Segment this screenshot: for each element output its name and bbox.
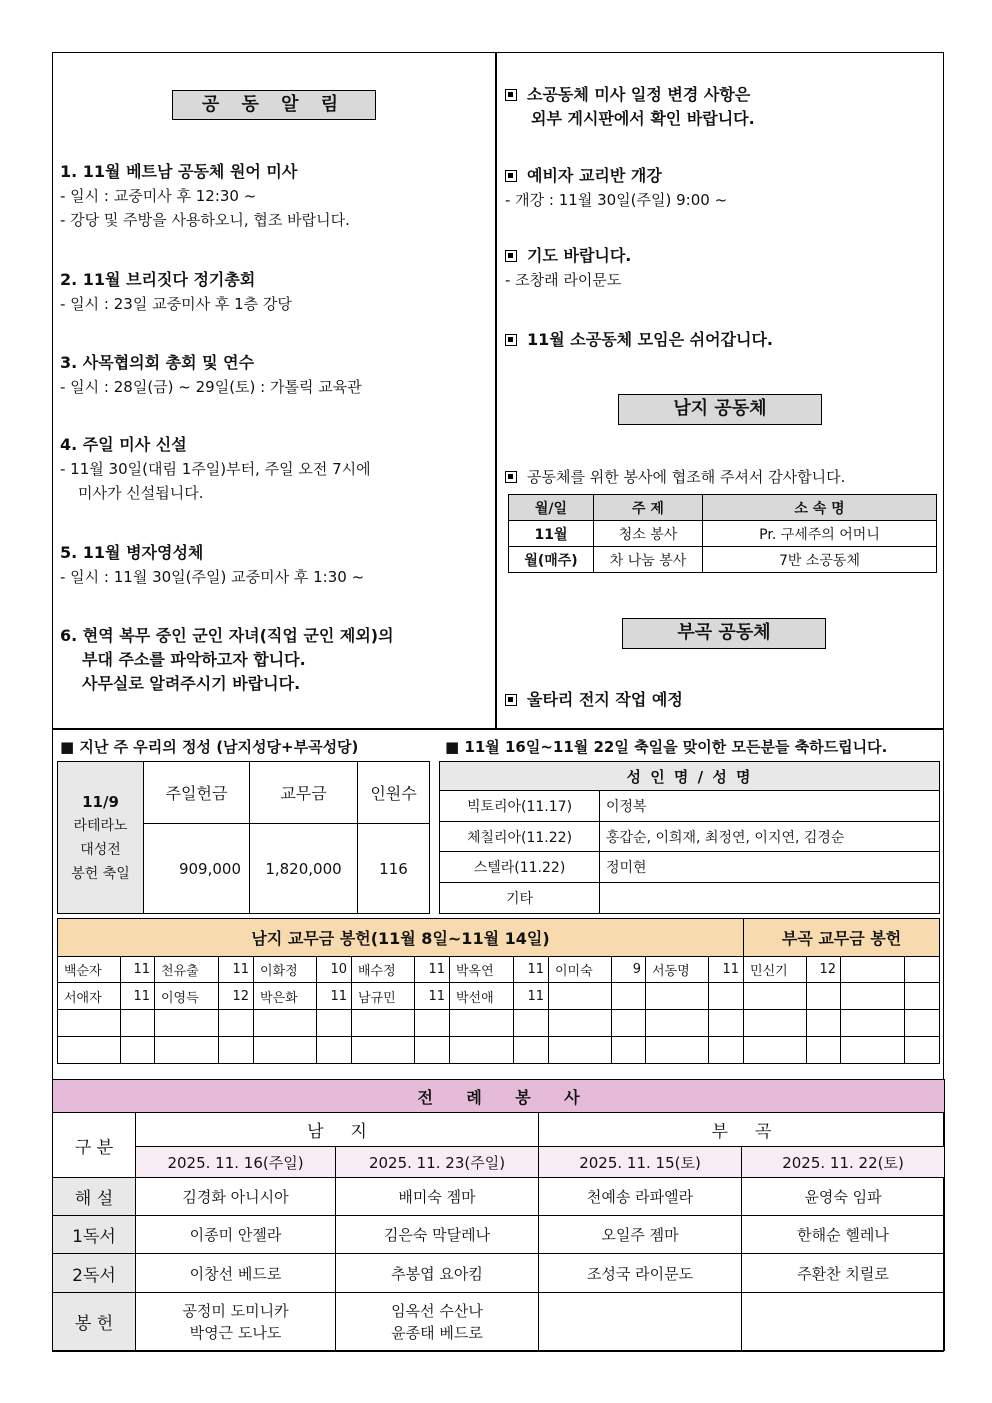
donor-months — [514, 1037, 549, 1064]
table-row: 빅토리아(11.17) 이정복 — [440, 791, 940, 822]
donor-name — [744, 1010, 807, 1037]
donor-months: 11 — [709, 957, 744, 983]
table-row: 1독서 이종미 안젤라 김은숙 막달레나 오일주 젬마 한해순 헬레나 — [53, 1216, 945, 1254]
notice-heading: 4. 주일 미사 신설 — [60, 435, 187, 454]
donor-name — [155, 1010, 219, 1037]
liturgy-title: 전 례 봉 사 — [53, 1080, 945, 1113]
square-bullet-icon — [505, 334, 517, 346]
donor-months: 10 — [317, 957, 352, 983]
date-header: 2025. 11. 22(토) — [742, 1147, 945, 1178]
donor-name — [646, 1010, 709, 1037]
donor-name — [646, 1037, 709, 1064]
feast-day-table — [439, 761, 940, 914]
donor-months — [905, 983, 940, 1010]
donor-name — [841, 1037, 905, 1064]
donor-months — [807, 983, 841, 1010]
notice-line: - 일시 : 28일(금) ~ 29일(토) : 가톨릭 교육관 — [60, 378, 362, 396]
donor-name — [549, 1037, 612, 1064]
donor-name — [450, 1037, 514, 1064]
notice-item-1 — [60, 160, 350, 232]
notice-heading: 기도 바랍니다. — [527, 246, 632, 265]
donor-months: 12 — [219, 983, 254, 1010]
donor-months: 11 — [415, 957, 450, 983]
offering-table — [57, 761, 430, 914]
notice-item-4 — [60, 433, 371, 505]
donor-name — [352, 1010, 415, 1037]
donor-months: 9 — [612, 957, 646, 983]
donor-name — [254, 1010, 317, 1037]
notice-item-3 — [60, 351, 362, 399]
donor-months: 12 — [807, 957, 841, 983]
donor-months — [317, 1010, 352, 1037]
donor-months: 11 — [514, 957, 549, 983]
donor-months: 11 — [415, 983, 450, 1010]
notice-heading: 소공동체 미사 일정 변경 사항은 — [527, 85, 751, 104]
category-label: 구 분 — [53, 1113, 136, 1178]
header-subject: 주 제 — [594, 495, 703, 521]
date-header: 2025. 11. 15(토) — [539, 1147, 742, 1178]
donor-name — [58, 1010, 121, 1037]
donor-name — [58, 1037, 121, 1064]
donor-name — [549, 983, 612, 1010]
sunday-offering-value: 909,000 — [144, 824, 250, 914]
donor-name — [841, 983, 905, 1010]
donor-name: 박옥연 — [450, 957, 514, 983]
square-bullet-icon — [505, 89, 517, 101]
square-bullet-icon — [505, 694, 517, 706]
donor-name — [549, 1010, 612, 1037]
donor-months — [219, 1037, 254, 1064]
namji-community-title: 남지 공동체 — [618, 394, 822, 425]
donor-months — [905, 1010, 940, 1037]
donor-name: 배수정 — [352, 957, 415, 983]
square-bullet-icon — [505, 170, 517, 182]
donor-name: 백순자 — [58, 957, 121, 983]
table-row: 월(매주) 차 나눔 봉사 7반 소공동체 — [509, 547, 937, 573]
right-notice-1 — [505, 83, 755, 131]
header-date: 월/일 — [509, 495, 594, 521]
donor-name: 박선애 — [450, 983, 514, 1010]
square-bullet-icon — [505, 471, 517, 483]
notice-heading: 11월 소공동체 모임은 쉬어갑니다. — [527, 330, 773, 349]
notice-heading: 6. 현역 복무 중인 군인 자녀(직업 군인 제외)의 — [60, 626, 394, 645]
notice-line: - 조창래 라이문도 — [505, 271, 622, 289]
donor-months — [317, 1037, 352, 1064]
dues-table — [57, 918, 940, 1064]
donor-months — [807, 1010, 841, 1037]
table-row — [58, 983, 940, 1010]
notice-heading: 1. 11월 베트남 공동체 원어 미사 — [60, 162, 298, 181]
liturgy-table — [52, 1079, 945, 1351]
donor-months: 11 — [121, 983, 155, 1010]
donor-months — [121, 1010, 155, 1037]
notice-heading: 5. 11월 병자영성체 — [60, 543, 204, 562]
notice-item-2 — [60, 268, 292, 316]
table-row: 11월 청소 봉사 Pr. 구세주의 어머니 — [509, 521, 937, 547]
role-label: 1독서 — [53, 1216, 136, 1254]
header-group: 소 속 명 — [703, 495, 937, 521]
donor-name: 이미숙 — [549, 957, 612, 983]
header-sunday-offering: 주일헌금 — [144, 762, 250, 824]
role-label: 2독서 — [53, 1254, 136, 1293]
namji-thanks: 공동체를 위한 봉사에 협조해 주셔서 감사합니다. — [505, 465, 845, 489]
donor-months: 11 — [514, 983, 549, 1010]
table-row: 체칠리아(11.22) 홍갑순, 이희재, 최정연, 이지연, 김경순 — [440, 822, 940, 852]
notice-heading: 예비자 교리반 개강 — [527, 166, 662, 185]
table-row — [58, 1037, 940, 1064]
donor-name — [744, 1037, 807, 1064]
donor-name: 서애자 — [58, 983, 121, 1010]
notice-item-6 — [60, 624, 394, 696]
table-row — [58, 1010, 940, 1037]
donor-months: 11 — [317, 983, 352, 1010]
attendance-value: 116 — [358, 824, 430, 914]
donor-name: 이영득 — [155, 983, 219, 1010]
donor-name — [646, 983, 709, 1010]
donor-name: 이화정 — [254, 957, 317, 983]
namji-label: 남 지 — [136, 1113, 539, 1147]
square-bullet-icon — [505, 250, 517, 262]
donor-name: 서동명 — [646, 957, 709, 983]
donor-name: 민신기 — [744, 957, 807, 983]
donor-months: 11 — [219, 957, 254, 983]
donor-months — [121, 1037, 155, 1064]
header-dues: 교무금 — [250, 762, 358, 824]
table-row: 기타 — [440, 883, 940, 914]
donor-name — [352, 1037, 415, 1064]
notice-line: 사무실로 알려주시기 바랍니다. — [82, 674, 301, 693]
namji-dues-title: 남지 교무금 봉헌(11월 8일~11월 14일) — [58, 919, 744, 957]
donor-months — [612, 983, 646, 1010]
notice-heading-cont: 외부 게시판에서 확인 바랍니다. — [531, 109, 755, 128]
offering-date-cell: 11/9 라테라노 대성전 봉헌 축일 — [58, 762, 144, 914]
notice-line: 부대 주소를 파악하고자 합니다. — [82, 650, 306, 669]
notice-heading: 3. 사목협의회 총회 및 연수 — [60, 353, 255, 372]
donor-months — [415, 1037, 450, 1064]
donor-name: 천유출 — [155, 957, 219, 983]
donor-months — [807, 1037, 841, 1064]
column-divider — [495, 52, 497, 729]
donor-months — [709, 1010, 744, 1037]
notice-line: - 일시 : 11월 30일(주일) 교중미사 후 1:30 ~ — [60, 568, 365, 586]
notice-line: - 11월 30일(대림 1주일)부터, 주일 오전 7시에 — [60, 460, 371, 478]
role-label: 해 설 — [53, 1178, 136, 1216]
donor-name — [744, 983, 807, 1010]
date-header: 2025. 11. 23(주일) — [336, 1147, 539, 1178]
bugok-label: 부 곡 — [539, 1113, 945, 1147]
offering-heading: ■ 지난 주 우리의 정성 (남지성당+부곡성당) — [60, 738, 359, 756]
donor-name: 남규민 — [352, 983, 415, 1010]
header-attendance: 인원수 — [358, 762, 430, 824]
feast-day-heading: ■ 11월 16일~11월 22일 축일을 맞이한 모든분들 축하드립니다. — [445, 738, 888, 756]
donor-months — [709, 1037, 744, 1064]
table-row: 스텔라(11.22) 정미현 — [440, 852, 940, 883]
donor-months — [709, 983, 744, 1010]
right-notice-4 — [505, 328, 773, 352]
donor-name — [841, 1010, 905, 1037]
bugok-community-title: 부곡 공동체 — [622, 618, 826, 649]
donor-months — [514, 1010, 549, 1037]
donor-months — [612, 1037, 646, 1064]
table-row: 2독서 이창선 베드로 추봉엽 요아킴 조성국 라이문도 주환찬 치릴로 — [53, 1254, 945, 1293]
donor-months — [415, 1010, 450, 1037]
notice-line: 미사가 신설됩니다. — [78, 484, 204, 502]
table-row — [58, 957, 940, 983]
donor-name: 박은화 — [254, 983, 317, 1010]
bugok-notice: 울타리 전지 작업 예정 — [505, 688, 683, 712]
date-header: 2025. 11. 16(주일) — [136, 1147, 336, 1178]
notice-line: - 일시 : 23일 교중미사 후 1층 강당 — [60, 295, 292, 313]
namji-service-table — [508, 494, 937, 573]
section-divider — [52, 728, 944, 730]
table-row: 봉 헌 공정미 도미니카 박영근 도나도 임옥선 수산나 윤종태 베드로 — [53, 1293, 945, 1351]
common-notice-title: 공 동 알 림 — [172, 90, 376, 120]
donor-months: 11 — [121, 957, 155, 983]
notice-heading: 2. 11월 브리짓다 정기총회 — [60, 270, 256, 289]
donor-name — [450, 1010, 514, 1037]
right-notice-3 — [505, 244, 631, 292]
donor-name — [841, 957, 905, 983]
bugok-dues-title: 부곡 교무금 봉헌 — [744, 919, 940, 957]
donor-months — [905, 957, 940, 983]
donor-months — [612, 1010, 646, 1037]
feast-table-header: 성 인 명 / 성 명 — [440, 762, 940, 791]
donor-months — [219, 1010, 254, 1037]
notice-line: - 일시 : 교중미사 후 12:30 ~ — [60, 187, 257, 205]
donor-months — [905, 1037, 940, 1064]
notice-line: - 강당 및 주방을 사용하오니, 협조 바랍니다. — [60, 211, 350, 229]
donor-name — [254, 1037, 317, 1064]
table-row: 해 설 김경화 아니시아 배미숙 젬마 천예송 라파엘라 윤영숙 임파 — [53, 1178, 945, 1216]
dues-value: 1,820,000 — [250, 824, 358, 914]
role-label: 봉 헌 — [53, 1293, 136, 1351]
notice-item-5 — [60, 541, 364, 589]
notice-line: - 개강 : 11월 30일(주일) 9:00 ~ — [505, 191, 728, 209]
right-notice-2 — [505, 164, 727, 212]
donor-name — [155, 1037, 219, 1064]
